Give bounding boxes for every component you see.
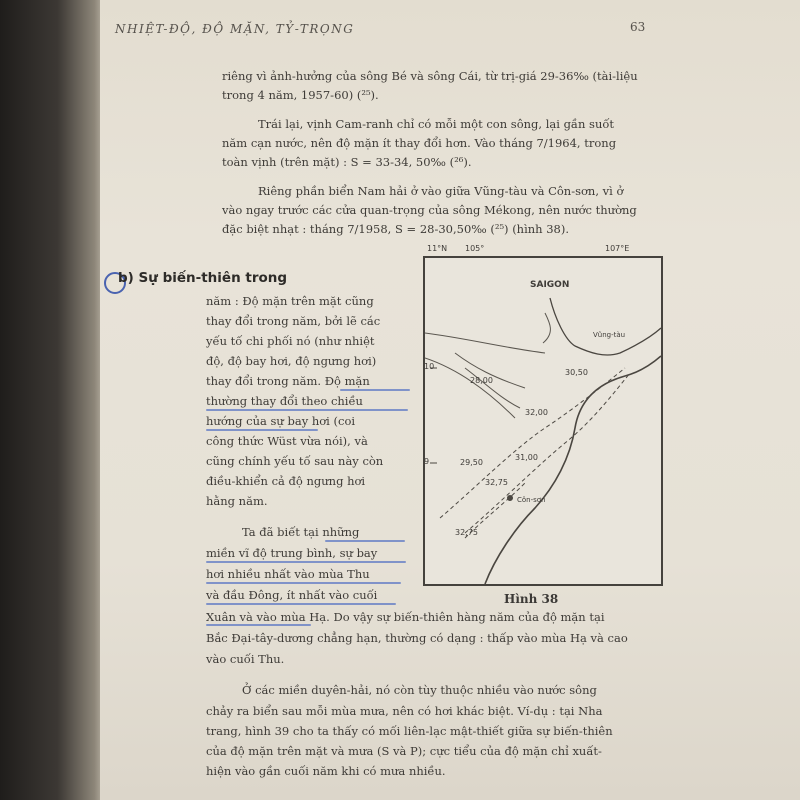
ink-underline — [340, 389, 410, 391]
lat-label: 9 — [424, 457, 430, 466]
text-line: của độ mặn trên mặt và mưa (S và P); cực tiểu của độ mặn chỉ xuất- — [206, 744, 602, 758]
text-line: Bắc Đại-tây-dương chẳng hạn, thường có dạng : thấp vào mùa Hạ và cao — [206, 631, 628, 645]
ink-underline — [325, 540, 405, 542]
isohaline-label: 29,50 — [460, 458, 483, 467]
text-line: Xuân và vào mùa Hạ. Do vậy sự biến-thiên hàng năm của độ mặn tại — [206, 610, 605, 624]
section-heading: b) Sự biến-thiên trong — [118, 270, 288, 286]
text-line: Ở các miền duyên-hải, nó còn tùy thuộc nhiều vào nước sông — [242, 683, 597, 697]
text-line: thường thay đổi theo chiều — [206, 394, 363, 408]
isohaline-label: 28,00 — [470, 376, 493, 385]
text-line: riêng vì ảnh-hưởng của sông Bé và sông Cái, từ trị-giá 29-36‰ (tài-liệu — [222, 69, 638, 83]
text-line: Ta đã biết tại những — [242, 525, 360, 539]
city-label: SAIGON — [530, 280, 570, 290]
text-line: thay đổi trong năm. Độ mặn — [206, 374, 370, 388]
text-line: vào ngay trước các cửa quan-trọng của sông Mékong, nên nước thường — [222, 203, 637, 217]
island-label: Côn-sơn — [517, 496, 546, 504]
text-line: hằng năm. — [206, 494, 268, 508]
text-line: hiện vào gần cuối năm khi có mưa nhiều. — [206, 764, 446, 778]
ink-underline — [206, 429, 318, 431]
text-line: thay đổi trong năm, bởi lẽ các — [206, 314, 381, 328]
book-spine — [0, 0, 105, 800]
isohaline-label: 32,00 — [525, 408, 548, 417]
text-line: miền vĩ độ trung bình, sự bay — [206, 546, 378, 560]
text-line: công thức Wüst vừa nói), và — [206, 434, 368, 448]
isohaline-label: 32,75 — [455, 528, 478, 537]
text-line: trong 4 năm, 1957-60) (²⁵). — [222, 88, 379, 102]
isohaline-label: 30,50 — [565, 368, 588, 377]
town-label: Vũng-tàu — [593, 331, 626, 339]
text-line: năm cạn nước, nên độ mặn ít thay đổi hơn. Vào tháng 7/1964, trong — [222, 136, 617, 150]
text-line: Riêng phần biển Nam hải ở vào giữa Vũng-tàu và Côn-sơn, vì ở — [258, 184, 624, 198]
running-header: NHIỆT-ĐỘ, ĐỘ MẶN, TỶ-TRỌNG — [115, 22, 355, 36]
text-line: trang, hình 39 cho ta thấy có mối liên-lạc mật-thiết giữa sự biến-thiên — [206, 724, 613, 738]
ink-underline — [206, 582, 401, 584]
lon-label: 107°E — [605, 244, 630, 253]
lon-label: 105° — [465, 244, 485, 253]
text-line: hơi nhiều nhất vào mùa Thu — [206, 567, 370, 581]
lat-label: 10 — [424, 362, 435, 371]
text-line: năm : Độ mặn trên mặt cũng — [206, 294, 374, 308]
figure-caption: Hình 38 — [504, 592, 559, 606]
ink-underline — [206, 603, 396, 605]
text-line: điều-khiển cả độ ngưng hơi — [206, 474, 366, 488]
text-line: Trái lại, vịnh Cam-ranh chỉ có mỗi một con sông, lại gần suốt — [258, 117, 615, 131]
ink-underline — [206, 409, 408, 411]
ink-underline — [206, 561, 406, 563]
text-line: toàn vịnh (trên mặt) : S = 33-34, 50‰ (²⁶). — [222, 155, 472, 169]
text-line: hướng của sự bay hơi (coi — [206, 414, 356, 428]
lat-label: 11°N — [427, 244, 448, 253]
text-line: và đầu Đông, ít nhất vào cuối — [206, 588, 378, 602]
isohaline-label: 32,75 — [485, 478, 508, 487]
salinity-map-figure — [423, 244, 663, 586]
text-line: chảy ra biển sau mỗi mùa mưa, nên có hơi khác biệt. Ví-dụ : tại Nha — [206, 704, 603, 718]
isohaline-label: 31,00 — [515, 453, 538, 462]
text-line: yếu tố chi phối nó (như nhiệt — [206, 334, 375, 348]
text-line: độ, độ bay hơi, độ ngưng hơi) — [206, 354, 377, 368]
text-line: cũng chính yếu tố sau này còn — [206, 454, 384, 468]
text-line: vào cuối Thu. — [206, 652, 285, 666]
text-line: đặc biệt nhạt : tháng 7/1958, S = 28-30,50‰ (²⁵) (hình 38). — [222, 222, 570, 236]
page-number: 63 — [630, 20, 646, 34]
